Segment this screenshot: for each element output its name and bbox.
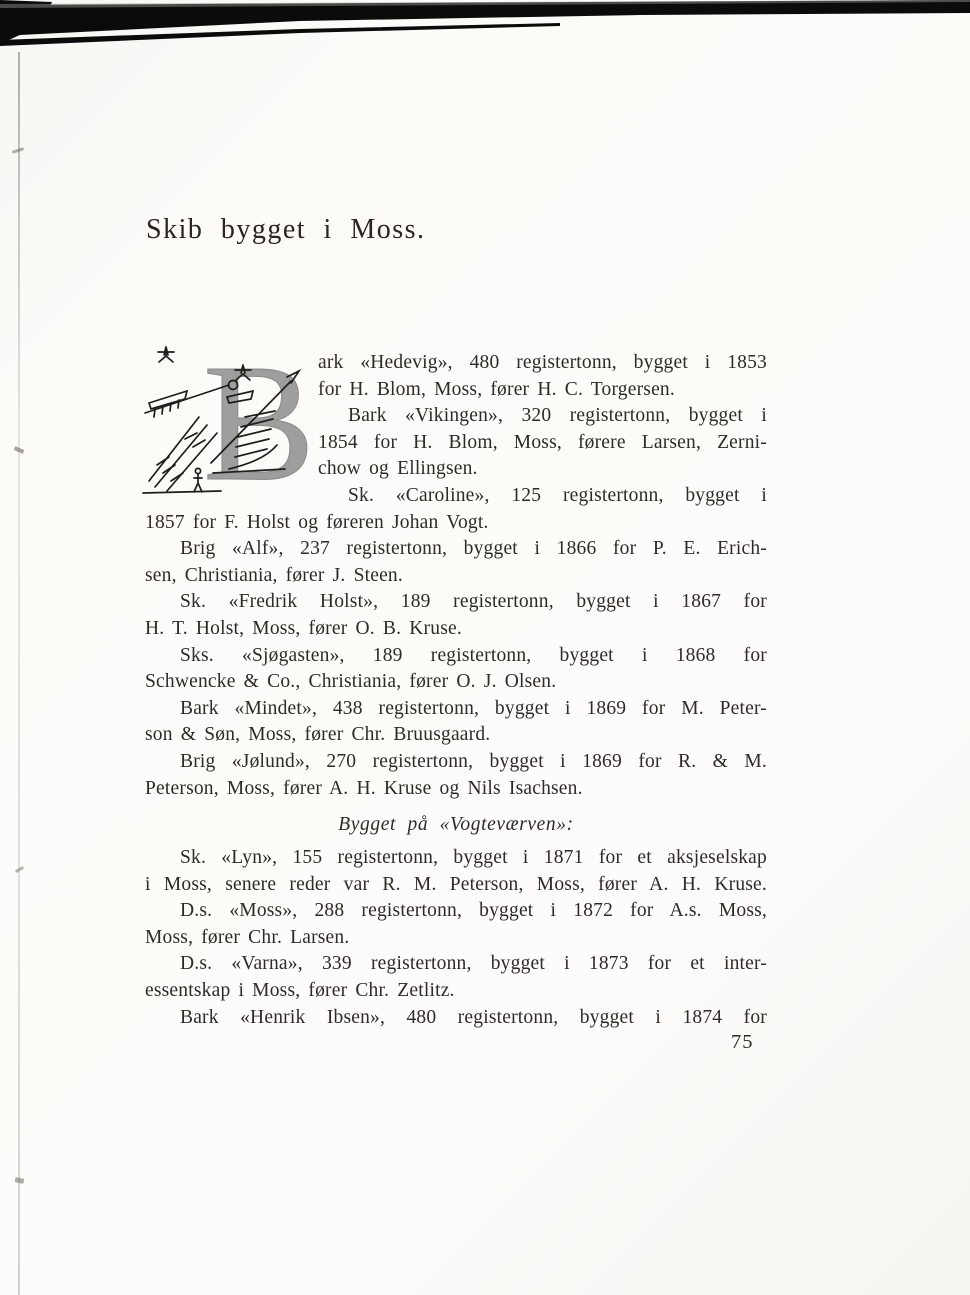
text-line: Sks. «Sjøgasten», 189 registertonn, bygget i 1868 for bbox=[180, 644, 767, 666]
page-number: 75 bbox=[731, 1031, 754, 1053]
text-line: Moss, fører Chr. Larsen. bbox=[145, 926, 350, 948]
text-line: Bark «Henrik Ibsen», 480 registertonn, bygget i 1874 for bbox=[180, 1006, 767, 1028]
scan-edge-artifact bbox=[0, 0, 970, 60]
page-title: Skib bygget i Moss. bbox=[146, 214, 426, 245]
drop-cap-letter: B bbox=[203, 341, 316, 501]
text-line: Bark «Mindet», 438 registertonn, bygget i 1869 for M. Peter- bbox=[180, 697, 767, 719]
text-line: son & Søn, Moss, fører Chr. Bruusgaard. bbox=[145, 724, 491, 746]
text-line: Sk. «Lyn», 155 registertonn, bygget i 1871 for et aksjeselskap bbox=[180, 847, 767, 869]
text-line: 1857 for F. Holst og føreren Johan Vogt. bbox=[145, 511, 489, 533]
text-line: 1854 for H. Blom, Moss, førere Larsen, Zerni- bbox=[318, 431, 767, 453]
text-line: Sk. «Caroline», 125 registertonn, bygget i bbox=[348, 484, 767, 506]
text-line: Bark «Vikingen», 320 registertonn, bygget i bbox=[348, 405, 767, 427]
text-line: sen, Christiania, fører J. Steen. bbox=[145, 564, 403, 586]
scan-seam-line bbox=[18, 52, 20, 1295]
text-line: Brig «Alf», 237 registertonn, bygget i 1866 for P. E. Erich- bbox=[180, 538, 767, 560]
paragraphs-after-heading bbox=[145, 845, 767, 1031]
text-line: Brig «Jølund», 270 registertonn, bygget i 1869 for R. & M. bbox=[180, 750, 767, 772]
text-line: H. T. Holst, Moss, fører O. B. Kruse. bbox=[145, 617, 462, 639]
text-line: ark «Hedevig», 480 registertonn, bygget i 1853 bbox=[318, 352, 767, 373]
text-line: Sk. «Fredrik Holst», 189 registertonn, bygget i 1867 for bbox=[180, 591, 767, 613]
text-line: for H. Blom, Moss, fører H. C. Torgersen. bbox=[318, 378, 675, 400]
text-line: i Moss, senere reder var R. M. Peterson, Moss, fører A. H. Kruse. bbox=[145, 873, 767, 895]
text-line: Schwencke & Co., Christiania, fører O. J. Olsen. bbox=[145, 671, 557, 693]
paragraphs-before-heading bbox=[145, 350, 767, 802]
section-heading: Bygget på «Vogteværven»: bbox=[338, 814, 574, 836]
text-line: D.s. «Varna», 339 registertonn, bygget i 1873 for et inter- bbox=[180, 953, 767, 975]
text-line: Peterson, Moss, fører A. H. Kruse og Nils Isachsen. bbox=[145, 777, 583, 799]
text-line: essentskap i Moss, fører Chr. Zetlitz. bbox=[145, 980, 455, 1002]
scan-smudge bbox=[15, 1177, 25, 1184]
text-line: D.s. «Moss», 288 registertonn, bygget i 1872 for A.s. Moss, bbox=[180, 900, 767, 922]
body-text-column bbox=[145, 350, 767, 1031]
text-line: chow og Ellingsen. bbox=[318, 458, 478, 480]
